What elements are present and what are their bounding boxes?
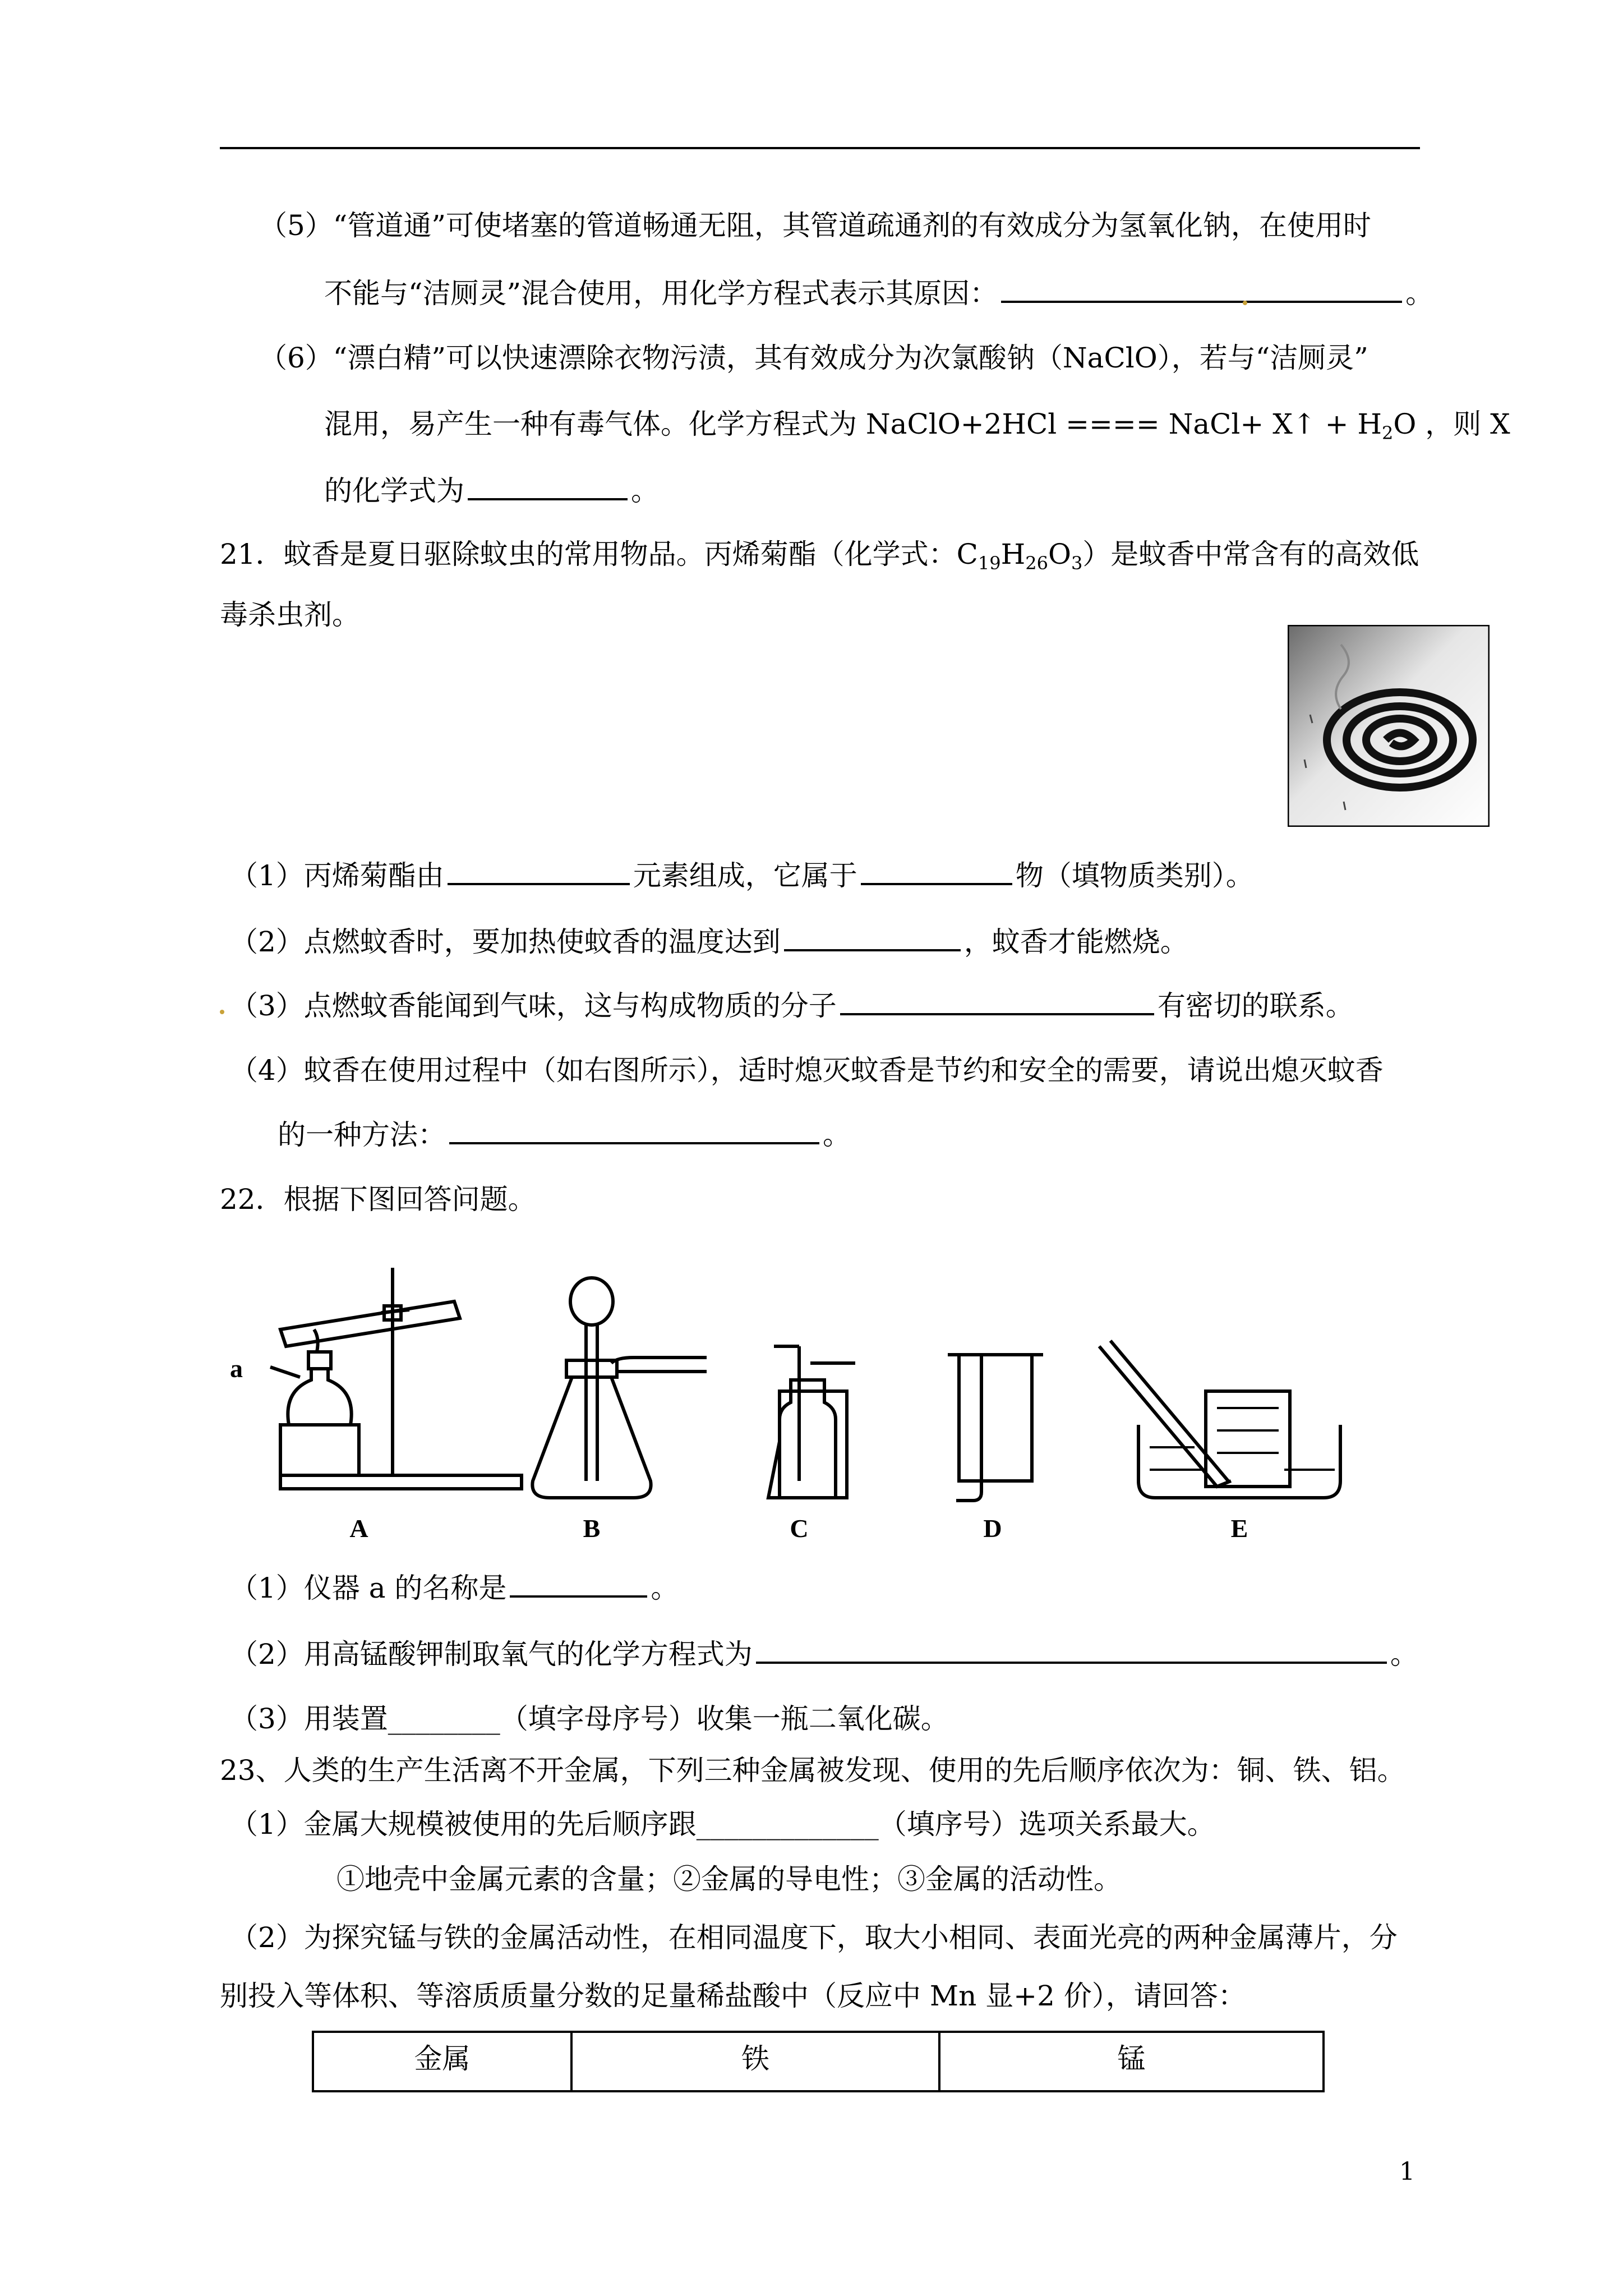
q21-intro-line2: 毒杀虫剂。 [220,599,360,631]
q21-sub3: 3 [1071,553,1083,574]
q23-p1-options: ①地壳中金属元素的含量；②金属的导电性；③金属的活动性。 [336,1863,1122,1895]
q21-p4-line1: （4）蚊香在使用过程中（如右图所示），适时熄灭蚊香是节约和安全的需要，请说出熄灭蚊香 [230,1054,1384,1087]
q20-p5-end: 。 [1405,277,1434,310]
q21-p1-text-c: 物（填物质类别）。 [1015,859,1254,892]
q21-p4-line2 [278,1117,851,1152]
fig-label-B: B [583,1514,601,1543]
q21-p1-blank-elements[interactable] [448,858,630,885]
q20-p6-line3 [324,473,659,508]
q20-p6-line2 [324,407,1510,450]
q20-p5-line2 [324,276,1433,310]
q20-p5-answer-blank[interactable] [1001,276,1402,303]
q21-intro-d: ）是蚊香中常含有的高效低 [1082,538,1419,570]
q21-p2-blank[interactable] [784,924,961,951]
q20-p6-line1: （6）“漂白精”可以快速漂除衣物污渍，其有效成分为次氯酸钠（NaClO），若与“洁厕灵” [259,342,1368,374]
page-number: 1 [1399,2157,1415,2186]
q21-sub1: 19 [978,553,1001,574]
q21-p3-blank[interactable] [840,988,1154,1015]
fig-label-C: C [790,1514,809,1543]
q21-p3-text-b: 有密切的联系。 [1157,990,1354,1022]
scan-speck [220,1010,224,1014]
fig-label-A: A [349,1514,368,1543]
q22-p2 [230,1637,1418,1671]
header-rule [220,147,1420,149]
q20-p6-equation: 混用，易产生一种有毒气体。化学方程式为 NaClO+2HCl ==== NaCl+ X↑ + H [324,408,1382,440]
q21-sub2: 26 [1025,553,1048,574]
table-header-iron: 铁 [571,2032,939,2091]
table-header-manganese: 锰 [939,2032,1324,2091]
q22-p2-text: （2）用高锰酸钾制取氧气的化学方程式为 [230,1638,753,1671]
label-a: a [230,1354,243,1383]
q21-p4-text: 的一种方法： [278,1119,446,1151]
mosquito-coil-image [1288,625,1490,827]
q21-p4-blank[interactable] [449,1117,819,1144]
q21-p2-text-a: （2）点燃蚊香时，要加热使蚊香的温度达到 [230,926,781,958]
q20-p6-text: 的化学式为 [324,475,464,507]
q22-p2-blank[interactable] [756,1637,1387,1664]
q23-p1: （1）金属大规模被使用的先后顺序跟_____________（填序号）选项关系最大。 [230,1808,1215,1841]
lab-apparatus-figure [219,1257,1352,1559]
q21-intro-line1 [220,537,1419,580]
metal-comparison-table [312,2031,1325,2092]
q21-p3-text-a: （3）点燃蚊香能闻到气味，这与构成物质的分子 [230,990,837,1022]
q21-p1 [230,858,1254,892]
table-row [313,2032,1324,2091]
q21-intro-c: O [1048,538,1071,570]
q21-p1-blank-category[interactable] [861,858,1012,885]
q23-intro: 23、人类的生产生活离不开金属，下列三种金属被发现、使用的先后顺序依次为：铜、铁、铝。 [220,1754,1405,1787]
q21-intro-a: 21．蚊香是夏日驱除蚊虫的常用物品。丙烯菊酯（化学式：C [220,538,978,570]
scan-speck [1243,301,1247,305]
fig-label-E: E [1230,1514,1248,1543]
q21-p1-text-a: （1）丙烯菊酯由 [230,859,444,892]
table-header-metal: 金属 [313,2032,571,2091]
q23-p2-line1: （2）为探究锰与铁的金属活动性，在相同温度下，取大小相同、表面光亮的两种金属薄片，分 [230,1921,1398,1954]
q20-p6-equation-tail: O ，则 X [1393,408,1510,440]
q21-intro-b: H [1000,538,1026,570]
q21-p3 [230,988,1354,1023]
q20-p6-end: 。 [631,475,659,507]
q22-p1 [230,1571,679,1605]
q21-p2-text-b: ，蚊香才能燃烧。 [963,926,1188,958]
q20-p6-answer-blank[interactable] [468,473,628,500]
fig-label-D: D [983,1514,1002,1543]
q23-p2-line2: 别投入等体积、等溶质质量分数的足量稀盐酸中（反应中 Mn 显+2 价），请回答： [220,1980,1246,2012]
q22-p1-text: （1）仪器 a 的名称是 [230,1572,507,1604]
q22-p1-blank[interactable] [510,1571,647,1598]
q22-p1-end: 。 [651,1572,679,1604]
q21-p4-end: 。 [823,1119,851,1151]
q22-intro: 22．根据下图回答问题。 [220,1183,536,1216]
q22-p2-end: 。 [1390,1638,1418,1671]
q20-p5-line1: （5）“管道通”可使堵塞的管道畅通无阻，其管道疏通剂的有效成分为氢氧化钠，在使用时 [259,209,1371,242]
q21-p2 [230,924,1188,959]
q20-p6-sub: 2 [1382,422,1394,444]
q22-p3: （3）用装置________（填字母序号）收集一瓶二氧化碳。 [230,1703,949,1735]
q20-p5-text: 不能与“洁厕灵”混合使用，用化学方程式表示其原因： [324,277,998,310]
q21-p1-text-b: 元素组成，它属于 [633,859,857,892]
